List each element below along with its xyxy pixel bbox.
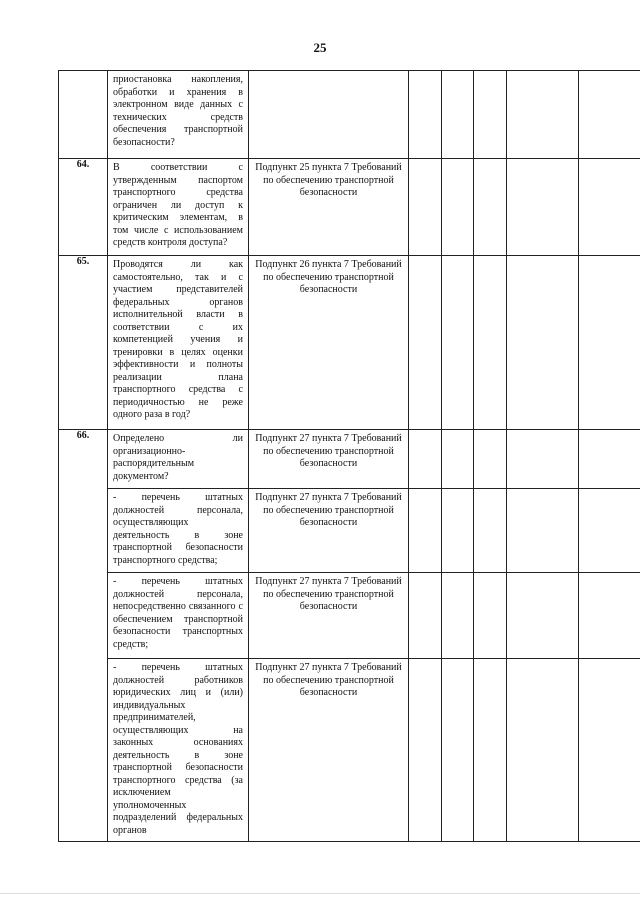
answer-na-cell: [474, 659, 507, 842]
question-text: - перечень штатных должностей работников юридических лиц и (или) индивидуальных предпринимателей, осуществляющих на законных основаниях деятельность в зоне транспортной безопасности транспортного средства (за исключением уполномоченных подразделений федеральных органов: [108, 659, 248, 840]
answer-no-cell: [442, 489, 474, 573]
row-number-cell: [59, 71, 108, 159]
answer-no-cell: [442, 159, 474, 256]
table-row: [59, 430, 640, 489]
reference-text: Подпункт 27 пункта 7 Требований по обеспечению транспортной безопасности: [249, 430, 408, 474]
row-number-cell: 66.: [59, 430, 108, 842]
answer-yes-cell: [409, 573, 442, 659]
comment-cell: [579, 430, 640, 489]
answer-no-cell: [442, 430, 474, 489]
question-cell: [108, 489, 249, 573]
answer-cell: [507, 159, 579, 256]
answer-yes-cell: [409, 489, 442, 573]
comment-cell: [579, 159, 640, 256]
table-row: [59, 659, 640, 842]
answer-cell: [507, 659, 579, 842]
question-cell: [108, 71, 249, 159]
table-row: [59, 159, 640, 256]
answer-yes-cell: [409, 659, 442, 842]
answer-no-cell: [442, 659, 474, 842]
answer-na-cell: [474, 159, 507, 256]
comment-cell: [579, 573, 640, 659]
reference-cell: [249, 489, 409, 573]
reference-cell: [249, 430, 409, 489]
table-row: [59, 489, 640, 573]
answer-na-cell: [474, 573, 507, 659]
reference-text: Подпункт 25 пункта 7 Требований по обеспечению транспортной безопасности: [249, 159, 408, 203]
question-text: приостановка накопления, обработки и хранения в электронном виде данных с технических средств обеспечения транспортной безопасности?: [108, 71, 248, 152]
reference-text: [249, 71, 408, 77]
question-cell: [108, 659, 249, 842]
answer-cell: [507, 489, 579, 573]
table-row: [59, 573, 640, 659]
question-cell: [108, 159, 249, 256]
reference-cell: [249, 256, 409, 430]
reference-cell: [249, 573, 409, 659]
answer-na-cell: [474, 489, 507, 573]
scan-edge: [0, 893, 640, 906]
question-text: - перечень штатных должностей персонала, непосредственно связанного с обеспечением транспортной безопасности транспортных средств;: [108, 573, 248, 654]
question-text: - перечень штатных должностей персонала, осуществляющих деятельность в зоне транспортной безопасности транспортного средства;: [108, 489, 248, 570]
page-number: 25: [0, 40, 640, 56]
answer-yes-cell: [409, 71, 442, 159]
answer-cell: [507, 71, 579, 159]
answer-na-cell: [474, 71, 507, 159]
comment-cell: [579, 659, 640, 842]
comment-cell: [579, 256, 640, 430]
question-cell: [108, 256, 249, 430]
table-row: [59, 71, 640, 159]
answer-na-cell: [474, 256, 507, 430]
row-number-cell: 64.: [59, 159, 108, 256]
answer-yes-cell: [409, 430, 442, 489]
answer-cell: [507, 430, 579, 489]
reference-cell: [249, 71, 409, 159]
answer-no-cell: [442, 573, 474, 659]
question-text: Определено ли организационно-распорядительным документом?: [108, 430, 248, 486]
answer-yes-cell: [409, 159, 442, 256]
question-cell: [108, 573, 249, 659]
question-cell: [108, 430, 249, 489]
comment-cell: [579, 489, 640, 573]
checklist-table: [58, 70, 640, 842]
question-text: В соответствии с утвержденным паспортом транспортного средства ограничен ли доступ к критическим элементам, в том числе с использованием средств контроля доступа?: [108, 159, 248, 253]
comment-cell: [579, 71, 640, 159]
reference-text: Подпункт 27 пункта 7 Требований по обеспечению транспортной безопасности: [249, 659, 408, 703]
answer-na-cell: [474, 430, 507, 489]
row-number-cell: 65.: [59, 256, 108, 430]
answer-no-cell: [442, 256, 474, 430]
answer-cell: [507, 256, 579, 430]
reference-text: Подпункт 26 пункта 7 Требований по обеспечению транспортной безопасности: [249, 256, 408, 300]
reference-text: Подпункт 27 пункта 7 Требований по обеспечению транспортной безопасности: [249, 573, 408, 617]
reference-cell: [249, 659, 409, 842]
reference-cell: [249, 159, 409, 256]
answer-cell: [507, 573, 579, 659]
table-row: [59, 256, 640, 430]
answer-yes-cell: [409, 256, 442, 430]
question-text: Проводятся ли как самостоятельно, так и с участием представителей федеральных органов исполнительной власти в соответствии с их компетенцией учения и тренировки в целях оценки эффективности и полноты реализации плана транспортного средства с периодичностью не реже одного раза в год?: [108, 256, 248, 425]
reference-text: Подпункт 27 пункта 7 Требований по обеспечению транспортной безопасности: [249, 489, 408, 533]
answer-no-cell: [442, 71, 474, 159]
